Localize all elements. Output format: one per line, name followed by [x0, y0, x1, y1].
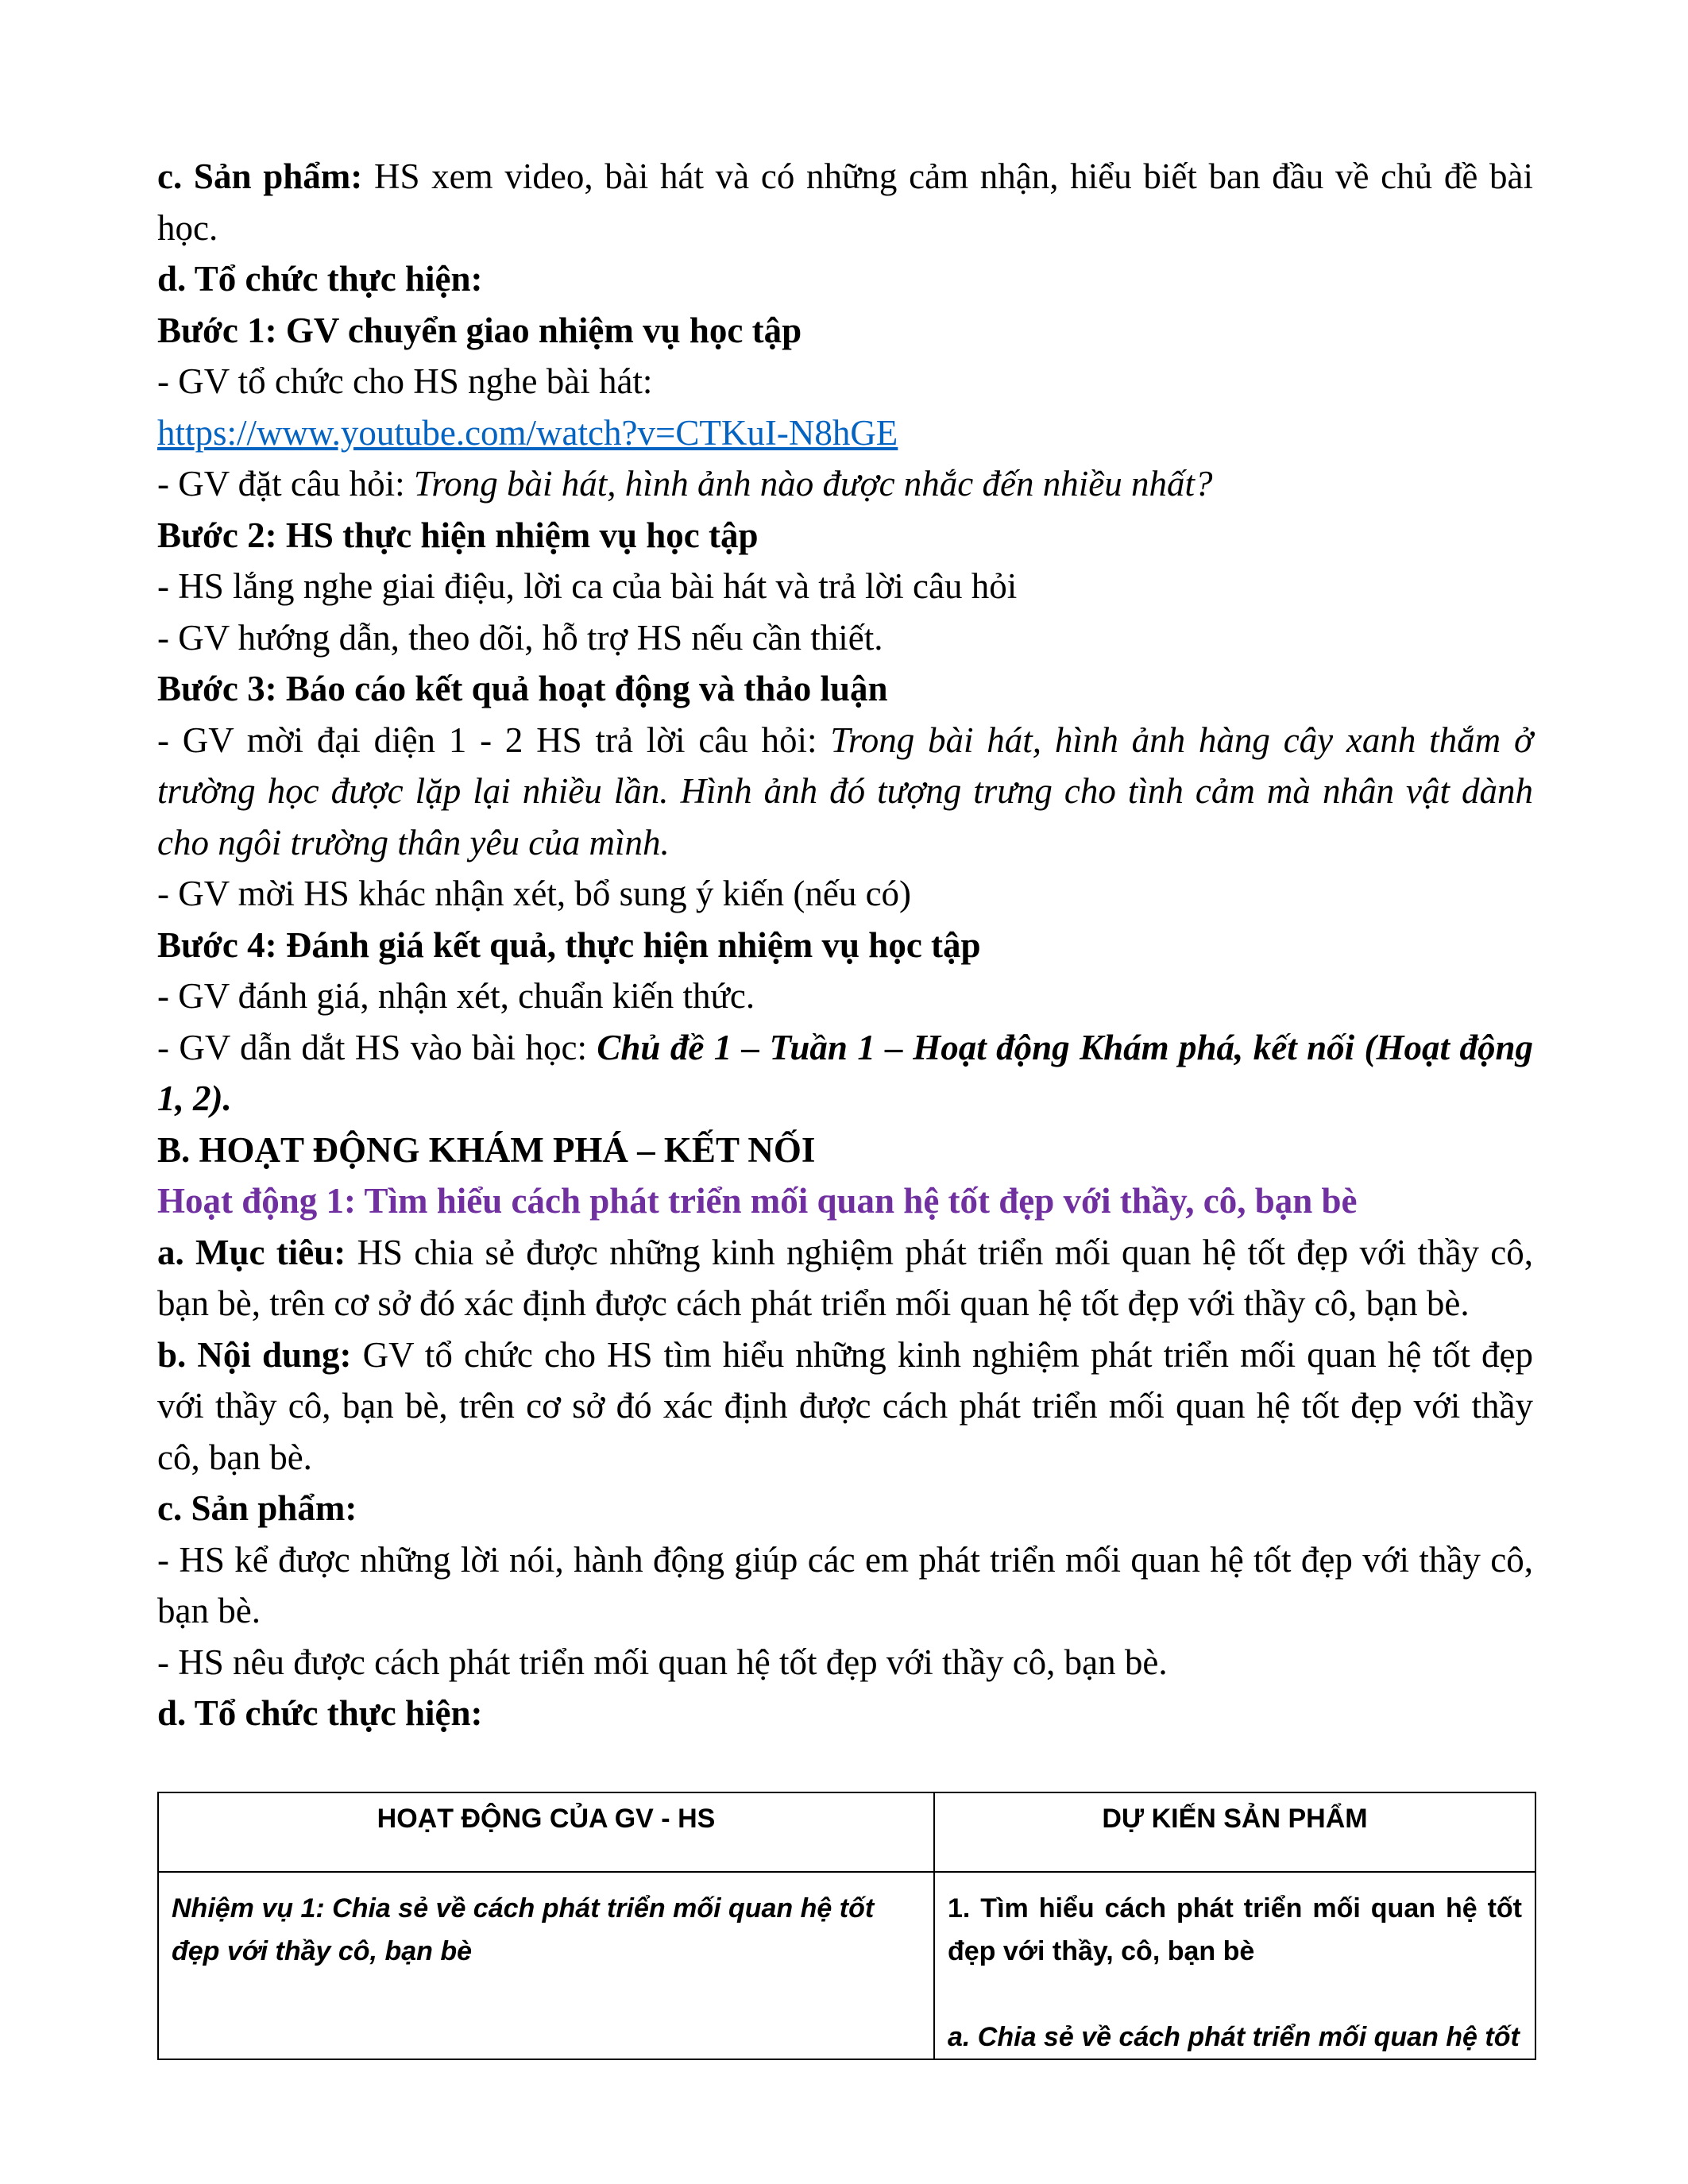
- section-b-heading: B. HOẠT ĐỘNG KHÁM PHÁ – KẾT NỐI: [157, 1129, 816, 1170]
- answer-text: Trong bài hát, hình ảnh hàng cây xanh thắm ở trường học được lặp lại nhiều lần. Hình ảnh đó tượng trưng cho tình cảm mà nhân vật dành cho ngôi trường thân yêu của mình.: [157, 720, 1533, 862]
- answer-prefix: - GV mời đại diện 1 - 2 HS trả lời câu hỏi:: [157, 720, 831, 760]
- product-line-1: - HS kể được những lời nói, hành động giúp các em phát triển mối quan hệ tốt đẹp với thầy cô, bạn bè.: [157, 1539, 1533, 1630]
- step-2-line-2: - GV hướng dẫn, theo dõi, hỗ trợ HS nếu cần thiết.: [157, 617, 883, 658]
- step-3-answer-paragraph: [157, 715, 1533, 869]
- table-header-activities: HOẠT ĐỘNG CỦA GV - HS: [158, 1792, 934, 1872]
- table-header-products: DỰ KIẾN SẢN PHẨM: [934, 1792, 1535, 1872]
- product-heading-2: c. Sản phẩm:: [157, 1488, 357, 1528]
- question-prefix: - GV đặt câu hỏi:: [157, 464, 414, 504]
- step-4-line-1: - GV đánh giá, nhận xét, chuẩn kiến thức.: [157, 976, 755, 1016]
- product-line-2: - HS nêu được cách phát triển mối quan hệ tốt đẹp với thầy cô, bạn bè.: [157, 1642, 1168, 1682]
- youtube-link[interactable]: https://www.youtube.com/watch?v=CTKuI-N8hGE: [157, 412, 898, 453]
- step-2-line-1: - HS lắng nghe giai điệu, lời ca của bài hát và trả lời câu hỏi: [157, 566, 1018, 606]
- task-1-cell: [158, 1872, 934, 2059]
- activity-1-heading: Hoạt động 1: Tìm hiểu cách phát triển mối quan hệ tốt đẹp với thầy, cô, bạn bè: [157, 1181, 1358, 1221]
- content-label: b. Nội dung:: [157, 1334, 352, 1375]
- product-text: HS xem video, bài hát và có những cảm nhận, hiểu biết ban đầu về chủ đề bài học.: [157, 156, 1533, 248]
- organize-heading-2: d. Tổ chức thực hiện:: [157, 1693, 483, 1733]
- step-4-line-2: [157, 1022, 1533, 1125]
- step-3-heading: Bước 3: Báo cáo kết quả hoạt động và thảo luận: [157, 669, 888, 708]
- step-4-heading: Bước 4: Đánh giá kết quả, thực hiện nhiệm vụ học tập: [157, 924, 981, 965]
- objective-label: a. Mục tiêu:: [157, 1232, 346, 1272]
- expected-product-cell: [934, 1872, 1535, 2059]
- content-text: GV tổ chức cho HS tìm hiểu những kinh nghiệm phát triển mối quan hệ tốt đẹp với thầy cô, bạn bè, trên cơ sở đó xác định được cách phát triển mối quan hệ tốt đẹp với thầy cô, bạn bè.: [157, 1334, 1533, 1477]
- lead-in-topic: Chủ đề 1 – Tuần 1 – Hoạt động Khám phá, kết nối (Hoạt động 1, 2).: [157, 1027, 1533, 1118]
- step-2-heading: Bước 2: HS thực hiện nhiệm vụ học tập: [157, 515, 759, 555]
- step-1-question: [157, 458, 1533, 510]
- product-label: c. Sản phẩm:: [157, 156, 363, 196]
- expected-product-subtitle: a. Chia sẻ về cách phát triển mối quan hệ tốt: [948, 2022, 1520, 2052]
- task-1-text: Nhiệm vụ 1: Chia sẻ về cách phát triển mối quan hệ tốt đẹp với thầy cô, bạn bè: [172, 1893, 875, 1966]
- expected-product-title: 1. Tìm hiểu cách phát triển mối quan hệ tốt đẹp với thầy, cô, bạn bè: [948, 1893, 1522, 1966]
- content-paragraph: [157, 1329, 1533, 1484]
- product-paragraph: [157, 151, 1533, 253]
- document-body: [157, 151, 1533, 1739]
- lead-in-prefix: - GV dẫn dắt HS vào bài học:: [157, 1027, 597, 1067]
- step-1-heading: Bước 1: GV chuyển giao nhiệm vụ học tập: [157, 310, 802, 350]
- organize-heading: d. Tổ chức thực hiện:: [157, 259, 483, 299]
- activity-table: [157, 1792, 1536, 2060]
- objective-text: HS chia sẻ được những kinh nghiệm phát triển mối quan hệ tốt đẹp với thầy cô, bạn bè, trên cơ sở đó xác định được cách phát triển mối quan hệ tốt đẹp với thầy cô, bạn bè.: [157, 1232, 1533, 1323]
- question-text: Trong bài hát, hình ảnh nào được nhắc đến nhiều nhất?: [413, 464, 1213, 504]
- step-3-line-2: - GV mời HS khác nhận xét, bổ sung ý kiến (nếu có): [157, 874, 912, 913]
- step-1-line: - GV tổ chức cho HS nghe bài hát:: [157, 361, 653, 401]
- objective-paragraph: [157, 1227, 1533, 1329]
